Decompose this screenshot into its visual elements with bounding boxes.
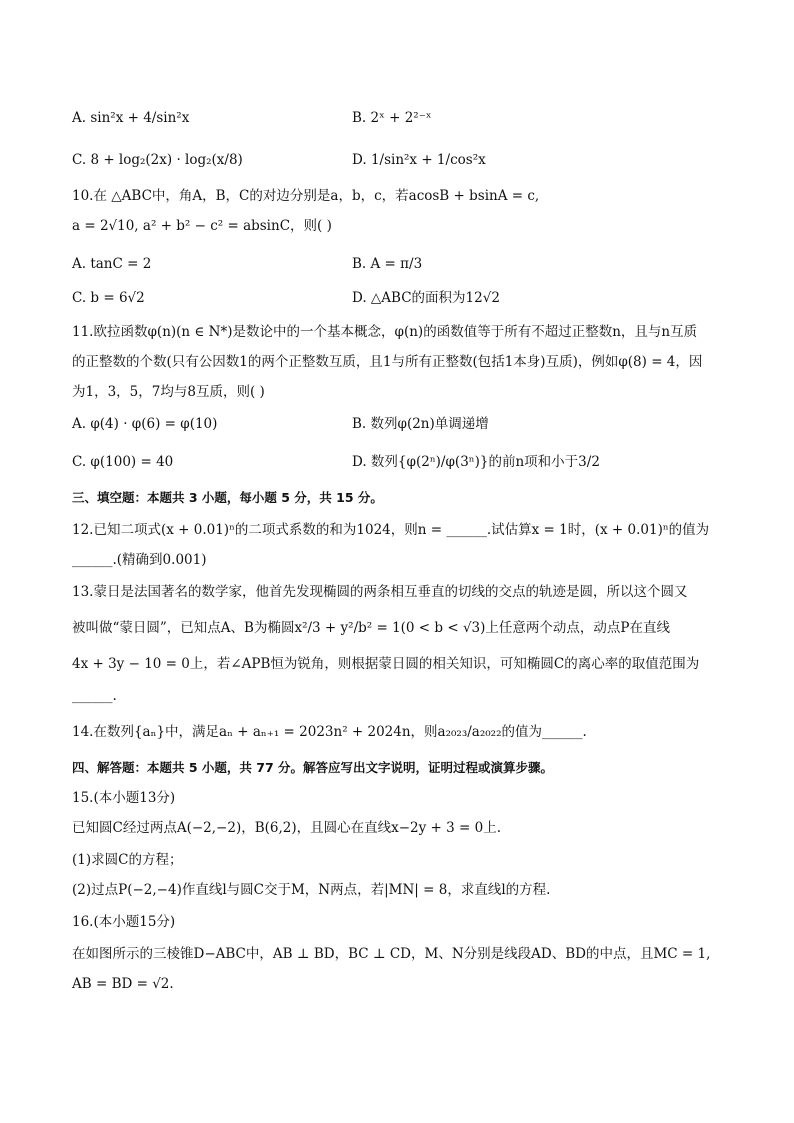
q16-stem-line2: AB = BD = √2. bbox=[72, 976, 174, 992]
q10-stem-line1: 10.在 △ABC中，角A，B，C的对边分别是a，b，c，若acosB + bsinA = c, bbox=[72, 188, 540, 204]
q9-option-d: D. 1/sin²x + 1/cos²x bbox=[352, 152, 486, 168]
q10-option-a: A. tanC = 2 bbox=[72, 256, 152, 272]
q9-option-a: A. sin²x + 4/sin²x bbox=[72, 110, 190, 126]
q15-title: 15.(本小题13分) bbox=[72, 790, 176, 806]
q10-option-b: B. A = π/3 bbox=[352, 256, 423, 272]
q11-stem-line1: 11.欧拉函数φ(n)(n ∈ N*)是数论中的一个基本概念，φ(n)的函数值等于所有不超过正整数n，且与n互质 bbox=[72, 324, 698, 340]
q16-stem-line1: 在如图所示的三棱锥D−ABC中，AB ⊥ BD，BC ⊥ CD，M、N分别是线段AD、BD的中点，且MC = 1, bbox=[72, 946, 711, 962]
q10-stem-line2: a = 2√10, a² + b² − c² = absinC，则( ) bbox=[72, 218, 332, 234]
section-3-heading: 三、填空题：本题共 3 小题，每小题 5 分，共 15 分。 bbox=[72, 490, 383, 505]
q15-part1: (1)求圆C的方程； bbox=[72, 852, 183, 868]
q9-option-a-expr: sin²x + 4/sin²x bbox=[90, 110, 190, 126]
q11-stem-line2: 的正整数的个数(只有公因数1的两个正整数互质，且1与所有正整数(包括1本身)互质)，例如φ(8) = 4，因 bbox=[72, 354, 703, 370]
q9-option-d-expr: 1/sin²x + 1/cos²x bbox=[370, 152, 486, 168]
q16-title: 16.(本小题15分) bbox=[72, 914, 176, 930]
q9-option-b: B. 2ˣ + 2²⁻ˣ bbox=[352, 110, 432, 126]
q12-stem-line2: ______.(精确到0.001) bbox=[72, 552, 207, 568]
q10-option-c: C. b = 6√2 bbox=[72, 290, 145, 306]
q13-stem-line1: 13.蒙日是法国著名的数学家，他首先发现椭圆的两条相互垂直的切线的交点的轨迹是圆，所以这个圆又 bbox=[72, 584, 688, 600]
q11-option-b: B. 数列φ(2n)单调递增 bbox=[352, 416, 489, 432]
q13-stem-line3: 4x + 3y − 10 = 0上，若∠APB恒为锐角，则根据蒙日圆的相关知识，可知椭圆C的离心率的取值范围为 bbox=[72, 656, 700, 672]
q13-stem-line2: 被叫做“蒙日圆”，已知点A、B为椭圆x²/3 + y²/b² = 1(0 < b < √3)上任意两个动点，动点P在直线 bbox=[72, 620, 670, 636]
q11-stem-line3: 为1，3，5，7均与8互质，则( ) bbox=[72, 384, 265, 400]
q13-stem-line4: ______. bbox=[72, 688, 117, 704]
q9-option-b-expr: 2ˣ + 2²⁻ˣ bbox=[370, 110, 432, 126]
q11-option-a: A. φ(4) · φ(6) = φ(10) bbox=[72, 416, 218, 432]
q14-stem: 14.在数列{aₙ}中，满足aₙ + aₙ₊₁ = 2023n² + 2024n，则a₂₀₂₃/a₂₀₂₂的值为______. bbox=[72, 724, 587, 740]
q15-part2: (2)过点P(−2,−4)作直线l与圆C交于M，N两点，若|MN| = 8，求直线l的方程. bbox=[72, 882, 551, 898]
q11-option-d: D. 数列{φ(2ⁿ)/φ(3ⁿ)}的前n项和小于3/2 bbox=[352, 454, 600, 470]
q9-option-c-expr: 8 + log₂(2x) · log₂(x/8) bbox=[90, 152, 243, 168]
section-4-heading: 四、解答题：本题共 5 小题，共 77 分。解答应写出文字说明，证明过程或演算步骤。 bbox=[72, 760, 554, 775]
q11-option-c: C. φ(100) = 40 bbox=[72, 454, 174, 470]
q12-stem-line1: 12.已知二项式(x + 0.01)ⁿ的二项式系数的和为1024，则n = ______.试估算x = 1时，(x + 0.01)ⁿ的值为 bbox=[72, 522, 710, 538]
q10-option-d: D. △ABC的面积为12√2 bbox=[352, 290, 500, 306]
q15-stem: 已知圆C经过两点A(−2,−2)，B(6,2)，且圆心在直线x−2y + 3 = 0上. bbox=[72, 820, 502, 836]
q9-option-c: C. 8 + log₂(2x) · log₂(x/8) bbox=[72, 152, 243, 168]
